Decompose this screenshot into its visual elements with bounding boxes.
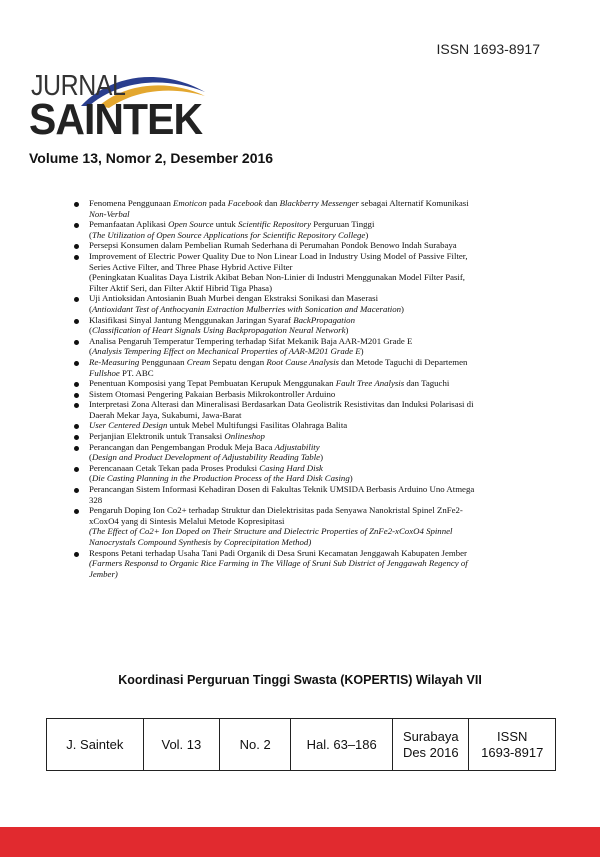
toc-text: Sistem Otomasi Pengering Pakaian Berbasis Mikrokontroller Arduino xyxy=(89,388,336,399)
toc-item xyxy=(74,442,484,463)
toc-text: Klasifikasi Sinyal Jantung Menggunakan Jaringan Syaraf xyxy=(89,314,294,325)
toc-text: sebagai Alternatif Komunikasi xyxy=(358,198,469,208)
toc-text: Casing Hard Disk xyxy=(259,462,323,473)
toc-text: PT. ABC xyxy=(119,367,154,378)
toc-text: Onlineshop xyxy=(224,431,265,442)
bullet-icon xyxy=(74,403,79,408)
toc-text: ( xyxy=(89,325,92,336)
bullet-icon xyxy=(74,297,79,302)
toc-item xyxy=(74,293,484,314)
bullet-icon xyxy=(74,446,79,451)
toc-text: Open Source xyxy=(168,219,214,230)
bullet-icon xyxy=(74,223,79,228)
toc-translation xyxy=(89,230,484,241)
toc-text: ( xyxy=(89,473,92,484)
journal-logo xyxy=(29,70,204,150)
toc-item xyxy=(74,198,484,219)
toc-item xyxy=(74,420,484,431)
toc-translation xyxy=(89,304,484,315)
toc-text: Penggunaan xyxy=(139,356,187,367)
toc-text: Fault Tree Analysis xyxy=(335,378,405,389)
toc-text: dan Metode Taguchi di Departemen xyxy=(338,356,468,367)
issn-value: 1693-8917 xyxy=(481,744,544,760)
toc-translation xyxy=(89,272,484,293)
pages-cell xyxy=(291,719,393,771)
bullet-icon xyxy=(74,435,79,440)
toc-text: untuk xyxy=(213,219,238,230)
issn-number: ISSN 1693-8917 xyxy=(436,41,540,57)
toc-text: Analisa Pengaruh Temperatur Tempering terhadap Sifat Mekanik Baja AAR-M201 Grade E xyxy=(89,335,413,346)
bullet-icon xyxy=(74,393,79,398)
toc-translation xyxy=(89,473,484,484)
volume-cell xyxy=(143,719,219,771)
toc-text: (Farmers Responsd to Organic Rice Farming in The Village of Sruni Sub District of Jenggawah Regency of Jember) xyxy=(89,558,468,579)
bullet-icon xyxy=(74,509,79,514)
toc-text: Perencanaan Cetak Tekan pada Proses Produksi xyxy=(89,462,260,473)
logo-text-saintek: SAINTEK xyxy=(29,95,203,144)
toc-text: Sepatu dengan xyxy=(210,356,267,367)
toc-text: Perancangan dan Pengembangan Produk Meja Baca xyxy=(89,441,275,452)
toc-text: Respons Petani terhadap Usaha Tani Padi Organik di Desa Sruni Kecamatan Jenggawah Kabupaten Jember xyxy=(89,547,467,558)
bullet-icon xyxy=(74,202,79,207)
page-range: Hal. 63–186 xyxy=(306,736,377,752)
bottom-accent-bar xyxy=(0,827,600,857)
toc-item xyxy=(74,399,484,420)
toc-text: Emoticon xyxy=(173,198,207,208)
toc-text: Perancangan Sistem Informasi Kehadiran Dosen di Fakultas Teknik UMSIDA Berbasis Arduino Uno Atmega 328 xyxy=(89,484,475,505)
toc-text: Pengaruh Doping Ion Co2+ terhadap Struktur dan Dielektrisitas pada Senyawa Nanokristal Spinel ZnFe2-xCoxO4 yang di Sintesis Melalui Metode Kopresipitasi xyxy=(89,505,463,526)
toc-text: ( xyxy=(89,229,92,240)
toc-text: ( xyxy=(89,303,92,314)
issn-cell xyxy=(469,719,556,771)
bullet-icon xyxy=(74,255,79,260)
bullet-icon xyxy=(74,424,79,429)
toc-text: Analysis Tempering Effect on Mechanical Properties of AAR-M201 Grade E xyxy=(91,346,361,357)
toc-item xyxy=(74,505,484,547)
toc-text: Re-Measuring xyxy=(89,356,140,367)
toc-text: Fenomena Penggunaan xyxy=(89,198,174,208)
toc-text: Blackberry Messenger xyxy=(279,198,359,208)
toc-text: Penentuan Komposisi yang Tepat Pembuatan Kerupuk Menggunakan xyxy=(89,378,336,389)
toc-text: (The Effect of Co2+ Ion Doped on Their Structure and Dielectric Properties of ZnFe2-xCoxO4 Spinnel Nanocrystals Compound Synthesis by Coprecipitation Method) xyxy=(89,526,453,547)
toc-text: ) xyxy=(320,452,323,463)
toc-text: Uji Antioksidan Antosianin Buah Murbei dengan Ekstraksi Sonikasi dan Maserasi xyxy=(89,293,379,304)
toc-text: Facebook xyxy=(227,198,263,208)
toc-text: BackPropagation xyxy=(293,314,355,325)
toc-item xyxy=(74,251,484,293)
toc-text: The Utilization of Open Source Applications for Scientific Repository College xyxy=(91,229,366,240)
bullet-icon xyxy=(74,340,79,345)
toc-text: Root Cause Analysis xyxy=(266,356,339,367)
toc-text: Scientific Repository xyxy=(237,219,311,230)
bullet-icon xyxy=(74,467,79,472)
toc-text: Pemanfaatan Aplikasi xyxy=(89,219,169,230)
toc-item xyxy=(74,431,484,442)
toc-item xyxy=(74,378,484,389)
toc-text: Persepsi Konsumen dalam Pembelian Rumah Sederhana di Perumahan Pondok Benowo Indah Surabaya xyxy=(89,240,457,251)
journal-abbrev: J. Saintek xyxy=(66,736,124,752)
toc-item xyxy=(74,240,484,251)
date: Des 2016 xyxy=(402,744,459,760)
toc-text: ) xyxy=(360,346,364,357)
issue-cell xyxy=(220,719,291,771)
place-date-cell xyxy=(393,719,469,771)
toc-text: Adjustability xyxy=(274,441,320,452)
toc-text: untuk Mebel Multifungsi Fasilitas Olahraga Balita xyxy=(167,420,348,431)
volume-info: Volume 13, Nomor 2, Desember 2016 xyxy=(29,150,274,166)
publisher-name: Koordinasi Perguruan Tinggi Swasta (KOPERTIS) Wilayah VII xyxy=(118,673,482,687)
issn-label: ISSN xyxy=(497,728,528,744)
toc-item xyxy=(74,219,484,240)
toc-text: ) xyxy=(345,325,349,336)
toc-text: Die Casting Planning in the Production Process of the Hard Disk Casing xyxy=(91,473,350,484)
toc-text: dan Taguchi xyxy=(404,378,450,389)
toc-text: Perjanjian Elektronik untuk Transaksi xyxy=(89,431,225,442)
toc-translation xyxy=(89,346,484,357)
toc-item xyxy=(74,463,484,484)
toc-text: pada xyxy=(206,198,228,208)
bullet-icon xyxy=(74,244,79,249)
toc-text: Design and Product Development of Adjustability Reading Table xyxy=(91,452,321,463)
bullet-icon xyxy=(74,552,79,557)
toc-text: Cream xyxy=(186,356,211,367)
toc-text: Classification of Heart Signals Using Backpropagation Neural Network xyxy=(91,325,346,336)
bullet-icon xyxy=(74,361,79,366)
logo-text-jurnal: JURNAL xyxy=(31,70,126,102)
toc-text: ) xyxy=(349,473,353,484)
toc-text: Improvement of Electric Power Quality Due to Non Linear Load in Industry Using Model of Passive Filter, Series Active Filter, and Three Phase Hybrid Active Filter xyxy=(89,250,468,272)
toc-translation xyxy=(89,452,484,463)
toc-item xyxy=(74,336,484,357)
toc-text: User Centered Design xyxy=(89,420,168,431)
toc-text: (Peningkatan Kualitas Daya Listrik Akibat Beban Non-Linier di Industri Menggunakan Model Filter Pasif, Filter Aktif Seri, dan Filter Aktif Hibrid Tiga Phasa) xyxy=(89,272,465,293)
toc-text: Interpretasi Zona Alterasi dan Mineralisasi Berdasarkan Data Geolistrik Resistivitas dan Induksi Polarisasi di Daerah Mekar Jaya, Sukabumi, Jawa-Barat xyxy=(89,399,474,420)
volume-number: Vol. 13 xyxy=(161,736,202,752)
toc-text: ( xyxy=(89,346,92,357)
table-of-contents xyxy=(74,198,484,579)
toc-text: Perguruan Tinggi xyxy=(311,219,375,230)
toc-item xyxy=(74,315,484,336)
bullet-icon xyxy=(74,488,79,493)
issue-number: No. 2 xyxy=(239,736,271,752)
toc-item xyxy=(74,357,484,378)
toc-text: ( xyxy=(89,452,92,463)
journal-abbrev-cell xyxy=(47,719,144,771)
toc-text: Non-Verbal xyxy=(89,208,130,219)
toc-text: ) xyxy=(365,229,369,240)
toc-item xyxy=(74,484,484,505)
toc-translation xyxy=(89,526,484,547)
toc-item xyxy=(74,389,484,400)
toc-translation xyxy=(89,325,484,336)
toc-text: Fullshoe xyxy=(89,367,120,378)
place: Surabaya xyxy=(402,728,459,744)
citation-table xyxy=(46,718,556,771)
bullet-icon xyxy=(74,382,79,387)
toc-item xyxy=(74,548,484,580)
toc-text: ) xyxy=(401,303,404,314)
toc-translation xyxy=(89,558,484,579)
toc-text: dan xyxy=(262,198,280,208)
toc-text: Antioxidant Test of Anthocyanin Extraction Mulberries with Sonication and Maceration xyxy=(91,303,402,314)
bullet-icon xyxy=(74,319,79,324)
